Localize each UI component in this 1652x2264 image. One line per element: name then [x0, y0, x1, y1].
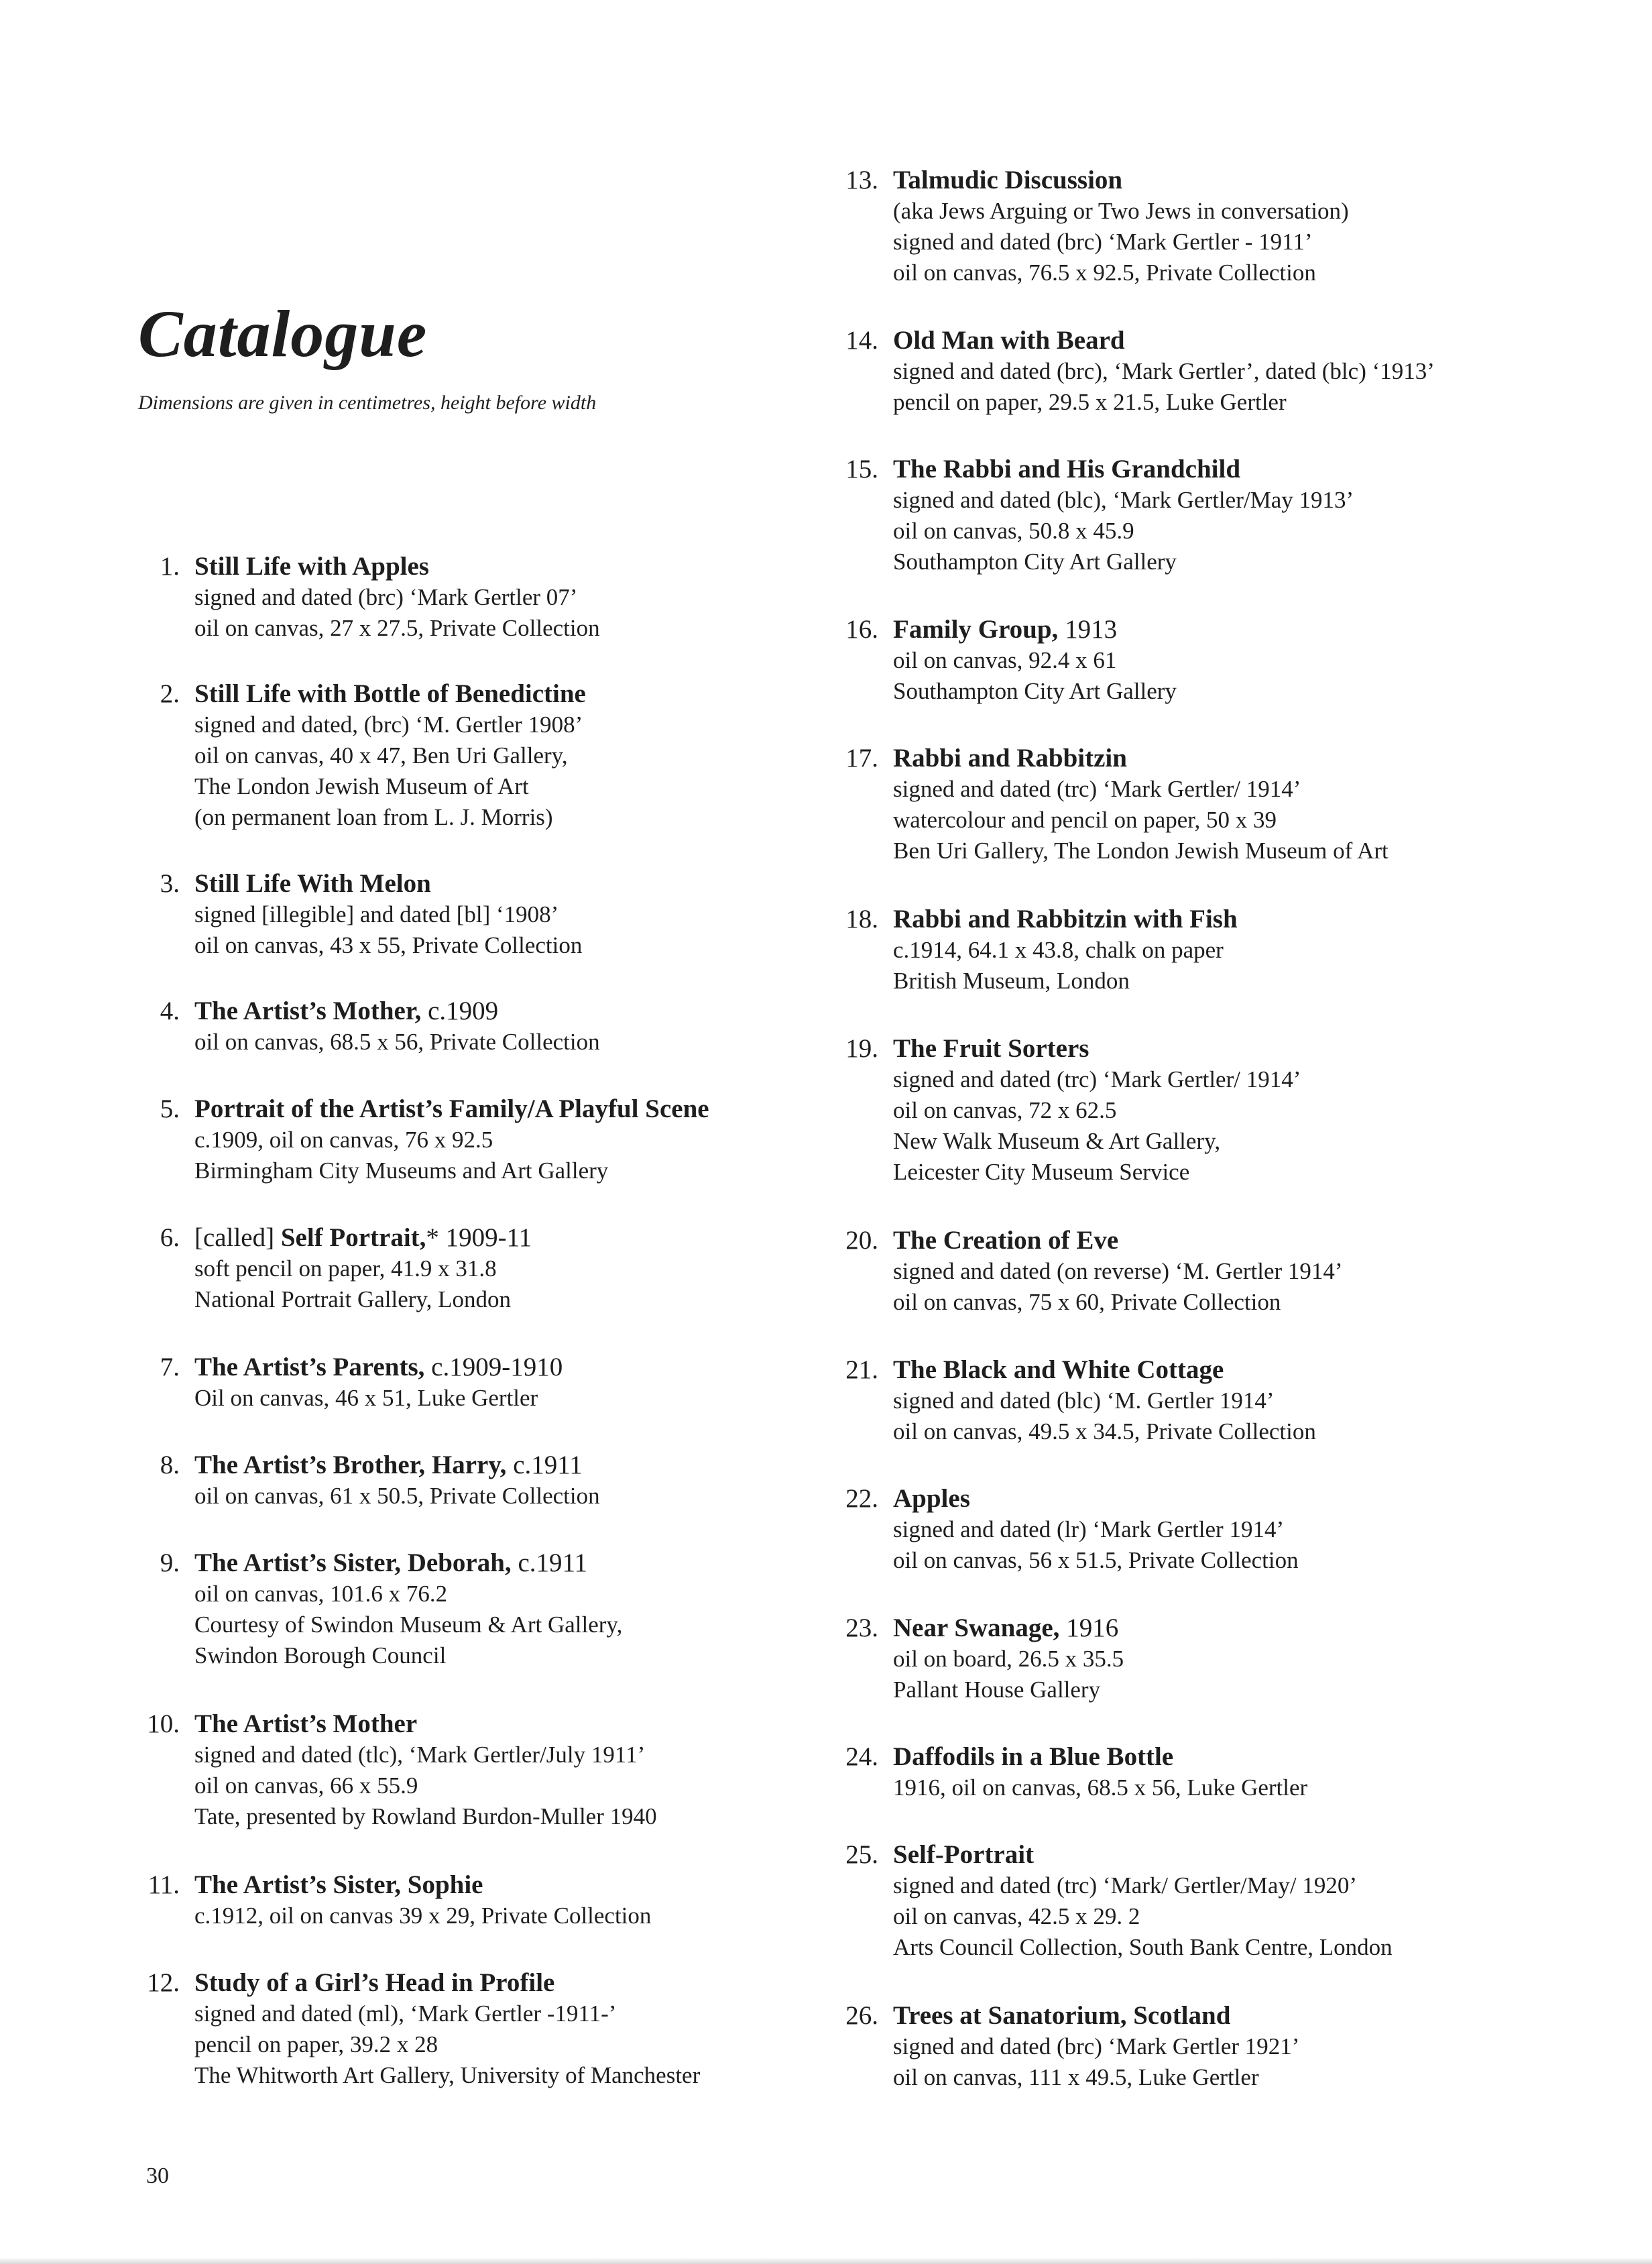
- entry-detail-line: oil on canvas, 111 x 49.5, Luke Gertler: [893, 2064, 1259, 2090]
- entry-number: 6.: [160, 1223, 180, 1252]
- page-edge-shadow: [0, 2257, 1652, 2264]
- entry-heading: [893, 1033, 1301, 1064]
- entry-body: [194, 1450, 600, 1512]
- entry-body: [893, 614, 1177, 707]
- entry-number: 13.: [845, 166, 878, 194]
- entry-detail-line: signed and dated (brc) ‘Mark Gertler 07’: [194, 584, 578, 610]
- entry-body: [893, 904, 1238, 997]
- entry-heading: [194, 1548, 622, 1579]
- entry-body: [893, 454, 1354, 577]
- page-title: Catalogue: [138, 296, 428, 371]
- entry-heading: [194, 1352, 563, 1383]
- entry-detail-line: oil on canvas, 66 x 55.9: [194, 1772, 418, 1799]
- entry-date: c.1909-1910: [424, 1353, 563, 1381]
- entry-body: [194, 1870, 651, 1931]
- entry-heading: [194, 1094, 709, 1125]
- entry-title: The Artist’s Parents,: [194, 1353, 425, 1381]
- entry-title: The Artist’s Mother: [194, 1709, 418, 1738]
- entry-title: Still Life with Bottle of Benedictine: [194, 679, 586, 708]
- entry-detail-line: c.1909, oil on canvas, 76 x 92.5: [194, 1127, 493, 1153]
- entry-heading: [194, 1968, 700, 1998]
- entry-heading: [893, 1742, 1307, 1772]
- entry-number: 5.: [160, 1094, 180, 1123]
- entry-number: 8.: [160, 1451, 180, 1479]
- entry-number: 21.: [845, 1355, 878, 1384]
- entry-heading: [194, 868, 582, 899]
- entry-detail-line: (on permanent loan from L. J. Morris): [194, 804, 553, 830]
- entry-detail-line: pencil on paper, 39.2 x 28: [194, 2031, 438, 2057]
- entry-heading: [893, 325, 1435, 356]
- entry-title: Portrait of the Artist’s Family/A Playful Scene: [194, 1094, 709, 1123]
- entry-body: [194, 1094, 709, 1186]
- entry-date: c.1911: [506, 1451, 583, 1479]
- entry-body: [194, 1352, 563, 1414]
- entry-number: 11.: [148, 1870, 180, 1899]
- entry-title: The Artist’s Brother, Harry,: [194, 1451, 507, 1479]
- entry-date: * 1909-11: [426, 1223, 532, 1252]
- entry-detail-line: oil on canvas, 56 x 51.5, Private Collection: [893, 1547, 1299, 1573]
- entry-title: The Rabbi and His Grandchild: [893, 455, 1241, 484]
- entry-heading: [893, 454, 1354, 485]
- entry-title: Trees at Sanatorium, Scotland: [893, 2001, 1231, 2030]
- entry-title: The Creation of Eve: [893, 1226, 1119, 1255]
- entry-number: 4.: [160, 997, 180, 1025]
- entry-detail-line: oil on canvas, 42.5 x 29. 2: [893, 1903, 1140, 1929]
- entry-detail-line: Swindon Borough Council: [194, 1642, 447, 1668]
- entry-title: Rabbi and Rabbitzin with Fish: [893, 905, 1238, 933]
- entry-date: c.1909: [421, 997, 499, 1025]
- entry-title: Talmudic Discussion: [893, 166, 1123, 194]
- entry-heading: [893, 1355, 1316, 1385]
- entry-title-prefix: [called]: [194, 1223, 281, 1252]
- entry-number: 14.: [845, 326, 878, 355]
- entry-body: [893, 1840, 1393, 1963]
- entry-number: 16.: [845, 615, 878, 644]
- entry-detail-line: oil on canvas, 40 x 47, Ben Uri Gallery,: [194, 742, 568, 769]
- entry-body: [194, 1709, 657, 1832]
- entry-detail-line: Leicester City Museum Service: [893, 1159, 1190, 1185]
- entry-body: [893, 1225, 1343, 1318]
- entry-body: [194, 551, 600, 644]
- entry-detail-line: Southampton City Art Gallery: [893, 678, 1177, 704]
- entry-body: [194, 996, 600, 1058]
- entry-detail-line: oil on canvas, 61 x 50.5, Private Collection: [194, 1483, 600, 1509]
- entry-heading: [194, 551, 600, 582]
- entry-detail-line: signed and dated (blc), ‘Mark Gertler/May 1913’: [893, 487, 1354, 513]
- entry-number: 9.: [160, 1548, 180, 1577]
- entry-number: 23.: [845, 1614, 878, 1642]
- entry-title: The Fruit Sorters: [893, 1034, 1089, 1063]
- entry-detail-line: signed and dated (trc) ‘Mark Gertler/ 1914’: [893, 1066, 1301, 1092]
- entry-number: 20.: [845, 1226, 878, 1255]
- entry-heading: [194, 679, 586, 710]
- entry-detail-line: oil on canvas, 92.4 x 61: [893, 647, 1117, 673]
- entry-body: [893, 2000, 1299, 2093]
- entry-title: Still Life with Apples: [194, 552, 429, 581]
- entry-detail-line: (aka Jews Arguing or Two Jews in conversation): [893, 198, 1349, 224]
- entry-title: The Black and White Cottage: [893, 1355, 1224, 1384]
- entry-heading: [194, 1870, 651, 1901]
- entry-title: Daffodils in a Blue Bottle: [893, 1742, 1174, 1771]
- entry-detail-line: 1916, oil on canvas, 68.5 x 56, Luke Gertler: [893, 1774, 1308, 1801]
- entry-number: 1.: [160, 552, 180, 581]
- entry-detail-line: The London Jewish Museum of Art: [194, 773, 529, 799]
- entry-title: The Artist’s Mother,: [194, 997, 422, 1025]
- entry-body: [194, 868, 582, 961]
- entry-heading: [194, 1709, 657, 1740]
- entry-heading: [194, 1223, 532, 1253]
- entry-number: 26.: [845, 2001, 878, 2030]
- entry-detail-line: signed and dated, (brc) ‘M. Gertler 1908’: [194, 712, 583, 738]
- entry-number: 2.: [160, 679, 180, 708]
- entry-detail-line: Southampton City Art Gallery: [893, 549, 1177, 575]
- entry-date: c.1911: [511, 1548, 588, 1577]
- entry-detail-line: signed and dated (brc) ‘Mark Gertler 1921’: [893, 2033, 1300, 2059]
- entry-body: [893, 325, 1435, 418]
- entry-body: [893, 165, 1349, 288]
- entry-detail-line: signed and dated (tlc), ‘Mark Gertler/July 1911’: [194, 1742, 646, 1768]
- entry-body: [893, 1742, 1307, 1803]
- entry-detail-line: signed and dated (brc) ‘Mark Gertler - 1911’: [893, 229, 1313, 255]
- entry-heading: [893, 614, 1177, 645]
- entry-detail-line: Birmingham City Museums and Art Gallery: [194, 1157, 609, 1184]
- entry-title: Study of a Girl’s Head in Profile: [194, 1968, 555, 1997]
- entry-detail-line: signed and dated (trc) ‘Mark/ Gertler/May/ 1920’: [893, 1872, 1357, 1899]
- entry-heading: [194, 996, 600, 1027]
- entry-number: 12.: [147, 1968, 180, 1997]
- entry-detail-line: c.1912, oil on canvas 39 x 29, Private Collection: [194, 1903, 652, 1929]
- entry-heading: [893, 2000, 1299, 2031]
- entry-detail-line: oil on canvas, 50.8 x 45.9: [893, 518, 1134, 544]
- entry-body: [194, 679, 586, 833]
- entry-number: 10.: [147, 1709, 180, 1738]
- entry-detail-line: oil on canvas, 49.5 x 34.5, Private Collection: [893, 1418, 1316, 1445]
- entry-detail-line: signed and dated (on reverse) ‘M. Gertler 1914’: [893, 1258, 1343, 1284]
- entry-detail-line: signed and dated (trc) ‘Mark Gertler/ 1914’: [893, 776, 1301, 802]
- entry-heading: [893, 1483, 1299, 1514]
- entry-detail-line: National Portrait Gallery, London: [194, 1286, 512, 1312]
- entry-heading: [194, 1450, 600, 1481]
- entry-heading: [893, 743, 1389, 774]
- entry-number: 19.: [845, 1034, 878, 1063]
- entry-detail-line: The Whitworth Art Gallery, University of Manchester: [194, 2062, 701, 2088]
- entry-detail-line: oil on canvas, 76.5 x 92.5, Private Collection: [893, 260, 1316, 286]
- entry-detail-line: signed and dated (brc), ‘Mark Gertler’, dated (blc) ‘1913’: [893, 358, 1435, 384]
- entry-detail-line: Ben Uri Gallery, The London Jewish Museum of Art: [893, 838, 1389, 864]
- entry-detail-line: pencil on paper, 29.5 x 21.5, Luke Gertler: [893, 389, 1287, 415]
- entry-date: 1916: [1059, 1614, 1119, 1642]
- page-number: 30: [146, 2163, 169, 2188]
- entry-detail-line: oil on canvas, 27 x 27.5, Private Collection: [194, 615, 600, 641]
- entry-detail-line: Tate, presented by Rowland Burdon-Muller 1940: [194, 1803, 657, 1829]
- entry-detail-line: New Walk Museum & Art Gallery,: [893, 1128, 1221, 1154]
- entry-detail-line: watercolour and pencil on paper, 50 x 39: [893, 807, 1277, 833]
- page-subtitle: Dimensions are given in centimetres, height before width: [138, 392, 597, 414]
- entry-body: [194, 1548, 622, 1671]
- entry-detail-line: Pallant House Gallery: [893, 1677, 1101, 1703]
- entry-detail-line: soft pencil on paper, 41.9 x 31.8: [194, 1255, 497, 1282]
- entry-title: Rabbi and Rabbitzin: [893, 744, 1127, 773]
- entry-number: 17.: [845, 744, 878, 773]
- entry-detail-line: signed and dated (ml), ‘Mark Gertler -1911-’: [194, 2000, 617, 2027]
- entry-number: 24.: [845, 1742, 878, 1771]
- entry-number: 7.: [160, 1353, 180, 1381]
- entry-title: The Artist’s Sister, Deborah,: [194, 1548, 512, 1577]
- entry-detail-line: oil on canvas, 72 x 62.5: [893, 1097, 1117, 1123]
- entry-heading: [893, 165, 1349, 196]
- entry-number: 22.: [845, 1484, 878, 1513]
- entry-detail-line: oil on canvas, 101.6 x 76.2: [194, 1581, 448, 1607]
- entry-number: 25.: [845, 1840, 878, 1869]
- entry-body: [893, 1613, 1124, 1705]
- entry-number: 3.: [160, 869, 180, 898]
- entry-body: [194, 1968, 700, 2091]
- entry-detail-line: signed and dated (lr) ‘Mark Gertler 1914’: [893, 1516, 1285, 1542]
- entry-body: [893, 743, 1389, 866]
- entry-title: Self Portrait,: [280, 1223, 426, 1252]
- entry-detail-line: c.1914, 64.1 x 43.8, chalk on paper: [893, 937, 1224, 963]
- entry-body: [893, 1355, 1316, 1447]
- entry-body: [194, 1223, 532, 1315]
- entry-title: Old Man with Beard: [893, 326, 1125, 355]
- entry-title: Family Group,: [893, 615, 1059, 644]
- entry-title: Self-Portrait: [893, 1840, 1035, 1869]
- entry-detail-line: oil on board, 26.5 x 35.5: [893, 1646, 1124, 1672]
- entry-title: Near Swanage,: [893, 1614, 1060, 1642]
- entry-detail-line: oil on canvas, 43 x 55, Private Collection: [194, 932, 583, 958]
- entry-detail-line: Courtesy of Swindon Museum & Art Gallery,: [194, 1611, 623, 1638]
- entry-detail-line: oil on canvas, 68.5 x 56, Private Collection: [194, 1029, 600, 1055]
- entry-number: 18.: [845, 905, 878, 933]
- entry-detail-line: oil on canvas, 75 x 60, Private Collection: [893, 1289, 1281, 1315]
- entry-heading: [893, 904, 1238, 935]
- entry-detail-line: Arts Council Collection, South Bank Centre, London: [893, 1934, 1393, 1960]
- entry-detail-line: signed [illegible] and dated [bl] ‘1908’: [194, 901, 559, 927]
- entry-detail-line: British Museum, London: [893, 968, 1130, 994]
- entry-number: 15.: [845, 455, 878, 484]
- entry-body: [893, 1483, 1299, 1576]
- entry-title: Apples: [893, 1484, 970, 1513]
- entry-heading: [893, 1613, 1124, 1644]
- entry-heading: [893, 1225, 1343, 1256]
- entry-detail-line: signed and dated (blc) ‘M. Gertler 1914’: [893, 1388, 1275, 1414]
- entry-detail-line: Oil on canvas, 46 x 51, Luke Gertler: [194, 1385, 538, 1411]
- entry-title: The Artist’s Sister, Sophie: [194, 1870, 483, 1899]
- entry-date: 1913: [1058, 615, 1118, 644]
- entry-heading: [893, 1840, 1393, 1870]
- entry-title: Still Life With Melon: [194, 869, 431, 898]
- entry-body: [893, 1033, 1301, 1188]
